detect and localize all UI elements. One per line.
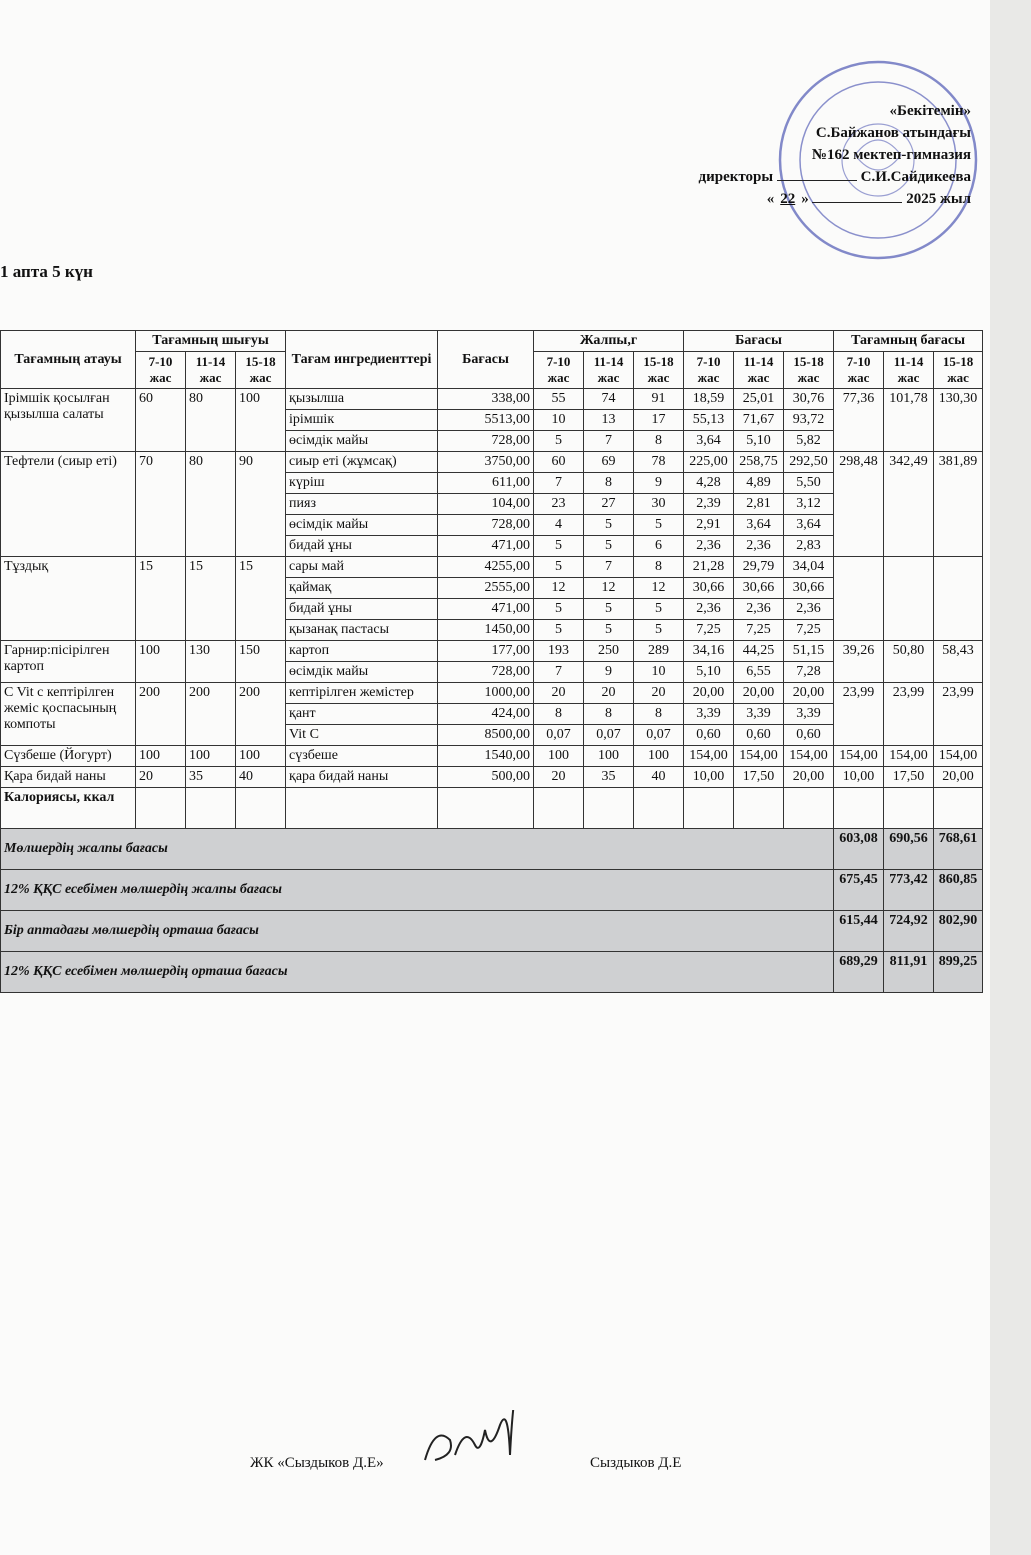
header-age3: 15-18 жас bbox=[634, 352, 684, 389]
dish-output: 130 bbox=[186, 641, 236, 683]
ingredient-grams: 9 bbox=[584, 662, 634, 683]
ingredient-name: қара бидай наны bbox=[286, 767, 438, 788]
dish-name: Сүзбеше (Йогурт) bbox=[1, 746, 136, 767]
dish-total-price bbox=[934, 557, 983, 641]
ingredient-cost: 25,01 bbox=[734, 389, 784, 410]
ingredient-cost: 3,64 bbox=[684, 431, 734, 452]
ingredient-grams: 8 bbox=[534, 704, 584, 725]
ingredient-grams: 4 bbox=[534, 515, 584, 536]
ingredient-grams: 7 bbox=[534, 473, 584, 494]
empty-cell bbox=[784, 788, 834, 829]
ingredient-cost: 2,36 bbox=[684, 599, 734, 620]
header-ingredients: Тағам ингредиенттері bbox=[286, 331, 438, 389]
ingredient-cost: 0,60 bbox=[684, 725, 734, 746]
ingredient-cost: 18,59 bbox=[684, 389, 734, 410]
dish-output: 35 bbox=[186, 767, 236, 788]
ingredient-cost: 3,39 bbox=[784, 704, 834, 725]
ingredient-cost: 5,50 bbox=[784, 473, 834, 494]
ingredient-grams: 289 bbox=[634, 641, 684, 662]
header-age2: 11-14 жас bbox=[186, 352, 236, 389]
summary-value: 603,08 bbox=[834, 829, 884, 870]
ingredient-cost: 292,50 bbox=[784, 452, 834, 473]
ingredient-cost: 154,00 bbox=[684, 746, 734, 767]
dish-total-price bbox=[834, 557, 884, 641]
dish-output: 100 bbox=[236, 389, 286, 452]
ingredient-cost: 51,15 bbox=[784, 641, 834, 662]
header-dish-price: Тағамның бағасы bbox=[834, 331, 983, 352]
ingredient-grams: 8 bbox=[634, 704, 684, 725]
ingredient-cost: 30,66 bbox=[684, 578, 734, 599]
ingredient-name: өсімдік майы bbox=[286, 662, 438, 683]
ingredient-grams: 5 bbox=[634, 620, 684, 641]
empty-cell bbox=[136, 788, 186, 829]
table-row bbox=[1, 767, 983, 788]
dish-output: 200 bbox=[236, 683, 286, 746]
dish-name: Ірімшік қосылған қызылша салаты bbox=[1, 389, 136, 452]
ingredient-grams: 250 bbox=[584, 641, 634, 662]
ingredient-cost: 7,25 bbox=[734, 620, 784, 641]
approval-year: 2025 жыл bbox=[906, 191, 971, 207]
ingredient-cost: 20,00 bbox=[734, 683, 784, 704]
dish-total-price: 17,50 bbox=[884, 767, 934, 788]
ingredient-name: Vit C bbox=[286, 725, 438, 746]
empty-cell bbox=[584, 788, 634, 829]
ingredient-name: қант bbox=[286, 704, 438, 725]
ingredient-cost: 55,13 bbox=[684, 410, 734, 431]
dish-output: 100 bbox=[186, 746, 236, 767]
ingredient-cost: 44,25 bbox=[734, 641, 784, 662]
ingredient-cost: 154,00 bbox=[734, 746, 784, 767]
ingredient-grams: 9 bbox=[634, 473, 684, 494]
dish-output: 80 bbox=[186, 389, 236, 452]
ingredient-price: 471,00 bbox=[438, 536, 534, 557]
ingredient-price: 1450,00 bbox=[438, 620, 534, 641]
ingredient-cost: 2,39 bbox=[684, 494, 734, 515]
empty-cell bbox=[634, 788, 684, 829]
ingredient-grams: 0,07 bbox=[534, 725, 584, 746]
table-row bbox=[1, 683, 983, 704]
dish-total-price: 23,99 bbox=[884, 683, 934, 746]
ingredient-cost: 7,25 bbox=[684, 620, 734, 641]
ingredient-price: 728,00 bbox=[438, 662, 534, 683]
dish-total-price: 50,80 bbox=[884, 641, 934, 683]
dish-output: 100 bbox=[236, 746, 286, 767]
ingredient-grams: 91 bbox=[634, 389, 684, 410]
dish-total-price: 23,99 bbox=[934, 683, 983, 746]
dish-total-price: 58,43 bbox=[934, 641, 983, 683]
ingredient-grams: 5 bbox=[534, 557, 584, 578]
ingredient-cost: 2,36 bbox=[784, 599, 834, 620]
ingredient-price: 5513,00 bbox=[438, 410, 534, 431]
ingredient-grams: 40 bbox=[634, 767, 684, 788]
dish-output: 15 bbox=[186, 557, 236, 641]
summary-value: 768,61 bbox=[934, 829, 983, 870]
table-row bbox=[1, 557, 983, 578]
ingredient-cost: 30,76 bbox=[784, 389, 834, 410]
empty-cell bbox=[438, 788, 534, 829]
summary-row bbox=[1, 952, 983, 993]
summary-value: 811,91 bbox=[884, 952, 934, 993]
ingredient-grams: 20 bbox=[534, 683, 584, 704]
ingredient-price: 728,00 bbox=[438, 431, 534, 452]
ingredient-cost: 258,75 bbox=[734, 452, 784, 473]
summary-value: 615,44 bbox=[834, 911, 884, 952]
ingredient-name: ірімшік bbox=[286, 410, 438, 431]
ingredient-grams: 10 bbox=[634, 662, 684, 683]
header-age3: 15-18 жас bbox=[934, 352, 983, 389]
ingredient-grams: 8 bbox=[584, 704, 634, 725]
summary-label: 12% ҚҚС есебімен мөлшердің жалпы бағасы bbox=[1, 870, 834, 911]
dish-output: 200 bbox=[186, 683, 236, 746]
ingredient-price: 338,00 bbox=[438, 389, 534, 410]
approval-director bbox=[699, 166, 972, 188]
ingredient-cost: 34,16 bbox=[684, 641, 734, 662]
ingredient-cost: 5,10 bbox=[734, 431, 784, 452]
table-row bbox=[1, 746, 983, 767]
summary-value: 802,90 bbox=[934, 911, 983, 952]
approval-date: « 22 » 2025 жыл bbox=[766, 191, 971, 207]
approval-block bbox=[699, 100, 972, 210]
header-age1: 7-10 жас bbox=[684, 352, 734, 389]
ingredient-grams: 35 bbox=[584, 767, 634, 788]
summary-value: 860,85 bbox=[934, 870, 983, 911]
ingredient-grams: 100 bbox=[584, 746, 634, 767]
approval-title: «Бекітемін» bbox=[889, 103, 971, 119]
ingredient-cost: 3,12 bbox=[784, 494, 834, 515]
empty-cell bbox=[934, 788, 983, 829]
ingredient-grams: 5 bbox=[534, 599, 584, 620]
approval-school-number: №162 мектеп-гимназия bbox=[811, 147, 971, 163]
ingredient-grams: 12 bbox=[634, 578, 684, 599]
approval-day: 22 bbox=[780, 191, 796, 207]
ingredient-price: 177,00 bbox=[438, 641, 534, 662]
ingredient-grams: 5 bbox=[634, 515, 684, 536]
ingredient-grams: 193 bbox=[534, 641, 584, 662]
ingredient-cost: 71,67 bbox=[734, 410, 784, 431]
ingredient-cost: 20,00 bbox=[684, 683, 734, 704]
ingredient-cost: 154,00 bbox=[784, 746, 834, 767]
menu-body bbox=[1, 389, 983, 993]
ingredient-grams: 8 bbox=[584, 473, 634, 494]
dish-name: Тефтели (сиыр еті) bbox=[1, 452, 136, 557]
ingredient-name: өсімдік майы bbox=[286, 431, 438, 452]
dish-total-price: 381,89 bbox=[934, 452, 983, 557]
footer-org: ЖК «Сыздыков Д.Е» bbox=[250, 1455, 384, 1471]
summary-row bbox=[1, 829, 983, 870]
ingredient-cost: 3,64 bbox=[784, 515, 834, 536]
summary-value: 773,42 bbox=[884, 870, 934, 911]
ingredient-cost: 2,81 bbox=[734, 494, 784, 515]
empty-cell bbox=[534, 788, 584, 829]
page-edge bbox=[990, 0, 1031, 1555]
ingredient-grams: 5 bbox=[534, 431, 584, 452]
ingredient-name: қызанақ пастасы bbox=[286, 620, 438, 641]
summary-value: 675,45 bbox=[834, 870, 884, 911]
ingredient-cost: 3,39 bbox=[734, 704, 784, 725]
ingredient-grams: 78 bbox=[634, 452, 684, 473]
ingredient-grams: 27 bbox=[584, 494, 634, 515]
header-age1: 7-10 жас bbox=[834, 352, 884, 389]
ingredient-grams: 5 bbox=[634, 599, 684, 620]
ingredient-price: 728,00 bbox=[438, 515, 534, 536]
ingredient-price: 1000,00 bbox=[438, 683, 534, 704]
summary-row bbox=[1, 911, 983, 952]
ingredient-name: күріш bbox=[286, 473, 438, 494]
ingredient-cost: 3,39 bbox=[684, 704, 734, 725]
ingredient-grams: 20 bbox=[584, 683, 634, 704]
dish-total-price: 298,48 bbox=[834, 452, 884, 557]
dish-total-price: 23,99 bbox=[834, 683, 884, 746]
summary-label: 12% ҚҚС есебімен мөлшердің орташа бағасы bbox=[1, 952, 834, 993]
summary-label: Мөлшердің жалпы бағасы bbox=[1, 829, 834, 870]
empty-cell bbox=[236, 788, 286, 829]
ingredient-price: 4255,00 bbox=[438, 557, 534, 578]
dish-output: 60 bbox=[136, 389, 186, 452]
ingredient-cost: 225,00 bbox=[684, 452, 734, 473]
ingredient-grams: 13 bbox=[584, 410, 634, 431]
table-row bbox=[1, 452, 983, 473]
ingredient-grams: 7 bbox=[584, 557, 634, 578]
ingredient-cost: 7,28 bbox=[784, 662, 834, 683]
ingredient-grams: 0,07 bbox=[634, 725, 684, 746]
empty-cell bbox=[286, 788, 438, 829]
dish-total-price: 342,49 bbox=[884, 452, 934, 557]
empty-cell bbox=[884, 788, 934, 829]
ingredient-grams: 8 bbox=[634, 557, 684, 578]
ingredient-cost: 10,00 bbox=[684, 767, 734, 788]
ingredient-cost: 20,00 bbox=[784, 683, 834, 704]
ingredient-grams: 23 bbox=[534, 494, 584, 515]
dish-total-price: 77,36 bbox=[834, 389, 884, 452]
dish-output: 100 bbox=[136, 641, 186, 683]
empty-cell bbox=[734, 788, 784, 829]
ingredient-price: 3750,00 bbox=[438, 452, 534, 473]
ingredient-name: өсімдік майы bbox=[286, 515, 438, 536]
ingredient-cost: 0,60 bbox=[784, 725, 834, 746]
ingredient-cost: 5,10 bbox=[684, 662, 734, 683]
ingredient-cost: 2,36 bbox=[684, 536, 734, 557]
ingredient-cost: 21,28 bbox=[684, 557, 734, 578]
dish-output: 40 bbox=[236, 767, 286, 788]
header-age2: 11-14 жас bbox=[884, 352, 934, 389]
ingredient-price: 104,00 bbox=[438, 494, 534, 515]
ingredient-price: 500,00 bbox=[438, 767, 534, 788]
dish-total-price bbox=[884, 557, 934, 641]
table-row bbox=[1, 389, 983, 410]
dish-output: 100 bbox=[136, 746, 186, 767]
ingredient-grams: 5 bbox=[584, 536, 634, 557]
dish-total-price: 20,00 bbox=[934, 767, 983, 788]
ingredient-name: пияз bbox=[286, 494, 438, 515]
ingredient-grams: 5 bbox=[534, 536, 584, 557]
dish-total-price: 154,00 bbox=[834, 746, 884, 767]
ingredient-grams: 7 bbox=[534, 662, 584, 683]
ingredient-grams: 20 bbox=[634, 683, 684, 704]
ingredient-grams: 5 bbox=[534, 620, 584, 641]
empty-cell bbox=[834, 788, 884, 829]
calorie-label: Калориясы, ккал bbox=[1, 788, 136, 829]
header-age2: 11-14 жас bbox=[734, 352, 784, 389]
ingredient-grams: 0,07 bbox=[584, 725, 634, 746]
menu-day-heading: 1 апта 5 күн bbox=[0, 262, 93, 281]
ingredient-cost: 29,79 bbox=[734, 557, 784, 578]
dish-name: Гарнир:пісірілген картоп bbox=[1, 641, 136, 683]
header-output: Тағамның шығуы bbox=[136, 331, 286, 352]
ingredient-name: сиыр еті (жұмсақ) bbox=[286, 452, 438, 473]
ingredient-price: 8500,00 bbox=[438, 725, 534, 746]
approval-director-label: директоры bbox=[698, 169, 774, 185]
ingredient-cost: 20,00 bbox=[784, 767, 834, 788]
dish-total-price: 154,00 bbox=[934, 746, 983, 767]
header-age3: 15-18 жас bbox=[784, 352, 834, 389]
ingredient-name: бидай ұны bbox=[286, 536, 438, 557]
ingredient-grams: 5 bbox=[584, 599, 634, 620]
table-row bbox=[1, 641, 983, 662]
ingredient-cost: 2,91 bbox=[684, 515, 734, 536]
ingredient-grams: 60 bbox=[534, 452, 584, 473]
ingredient-grams: 74 bbox=[584, 389, 634, 410]
header-age1: 7-10 жас bbox=[136, 352, 186, 389]
header-price: Бағасы bbox=[438, 331, 534, 389]
footer-name: Сыздыков Д.Е bbox=[590, 1455, 682, 1471]
ingredient-grams: 55 bbox=[534, 389, 584, 410]
header-age3: 15-18 жас bbox=[236, 352, 286, 389]
dish-name: Тұздық bbox=[1, 557, 136, 641]
ingredient-cost: 4,89 bbox=[734, 473, 784, 494]
approval-school: С.Байжанов атындағы bbox=[815, 125, 971, 141]
ingredient-price: 424,00 bbox=[438, 704, 534, 725]
ingredient-price: 2555,00 bbox=[438, 578, 534, 599]
ingredient-cost: 6,55 bbox=[734, 662, 784, 683]
ingredient-price: 611,00 bbox=[438, 473, 534, 494]
ingredient-cost: 17,50 bbox=[734, 767, 784, 788]
calorie-row bbox=[1, 788, 983, 829]
ingredient-grams: 69 bbox=[584, 452, 634, 473]
ingredient-grams: 7 bbox=[584, 431, 634, 452]
header-age2: 11-14 жас bbox=[584, 352, 634, 389]
ingredient-grams: 100 bbox=[634, 746, 684, 767]
dish-output: 20 bbox=[136, 767, 186, 788]
ingredient-grams: 8 bbox=[634, 431, 684, 452]
ingredient-grams: 100 bbox=[534, 746, 584, 767]
ingredient-cost: 30,66 bbox=[784, 578, 834, 599]
ingredient-name: кептірілген жемістер bbox=[286, 683, 438, 704]
ingredient-cost: 93,72 bbox=[784, 410, 834, 431]
ingredient-grams: 6 bbox=[634, 536, 684, 557]
ingredient-name: картоп bbox=[286, 641, 438, 662]
dish-output: 200 bbox=[136, 683, 186, 746]
signature bbox=[415, 1410, 535, 1480]
dish-total-price: 101,78 bbox=[884, 389, 934, 452]
ingredient-cost: 3,64 bbox=[734, 515, 784, 536]
header-cost: Бағасы bbox=[684, 331, 834, 352]
ingredient-grams: 10 bbox=[534, 410, 584, 431]
ingredient-grams: 5 bbox=[584, 515, 634, 536]
dish-output: 80 bbox=[186, 452, 236, 557]
ingredient-name: қызылша bbox=[286, 389, 438, 410]
ingredient-name: сүзбеше bbox=[286, 746, 438, 767]
dish-output: 150 bbox=[236, 641, 286, 683]
empty-cell bbox=[684, 788, 734, 829]
ingredient-cost: 2,36 bbox=[734, 599, 784, 620]
ingredient-cost: 2,36 bbox=[734, 536, 784, 557]
ingredient-cost: 7,25 bbox=[784, 620, 834, 641]
summary-value: 689,29 bbox=[834, 952, 884, 993]
ingredient-grams: 30 bbox=[634, 494, 684, 515]
ingredient-grams: 20 bbox=[534, 767, 584, 788]
empty-cell bbox=[186, 788, 236, 829]
summary-value: 724,92 bbox=[884, 911, 934, 952]
dish-output: 15 bbox=[136, 557, 186, 641]
summary-value: 899,25 bbox=[934, 952, 983, 993]
approval-director-name: С.И.Сайдикеева bbox=[860, 169, 971, 185]
ingredient-name: бидай ұны bbox=[286, 599, 438, 620]
ingredient-price: 471,00 bbox=[438, 599, 534, 620]
summary-label: Бір аптадағы мөлшердің орташа бағасы bbox=[1, 911, 834, 952]
ingredient-cost: 30,66 bbox=[734, 578, 784, 599]
ingredient-name: сары май bbox=[286, 557, 438, 578]
ingredient-cost: 2,83 bbox=[784, 536, 834, 557]
ingredient-cost: 4,28 bbox=[684, 473, 734, 494]
ingredient-grams: 5 bbox=[584, 620, 634, 641]
ingredient-grams: 12 bbox=[584, 578, 634, 599]
summary-value: 690,56 bbox=[884, 829, 934, 870]
ingredient-grams: 17 bbox=[634, 410, 684, 431]
dish-name: Қара бидай наны bbox=[1, 767, 136, 788]
summary-row bbox=[1, 870, 983, 911]
dish-output: 70 bbox=[136, 452, 186, 557]
dish-total-price: 154,00 bbox=[884, 746, 934, 767]
dish-total-price: 39,26 bbox=[834, 641, 884, 683]
dish-name: C Vit с кептірілген жеміс қоспасының компоты bbox=[1, 683, 136, 746]
header-age1: 7-10 жас bbox=[534, 352, 584, 389]
ingredient-cost: 0,60 bbox=[734, 725, 784, 746]
dish-total-price: 130,30 bbox=[934, 389, 983, 452]
dish-total-price: 10,00 bbox=[834, 767, 884, 788]
ingredient-cost: 34,04 bbox=[784, 557, 834, 578]
ingredient-name: қаймақ bbox=[286, 578, 438, 599]
ingredient-cost: 5,82 bbox=[784, 431, 834, 452]
ingredient-price: 1540,00 bbox=[438, 746, 534, 767]
ingredient-grams: 12 bbox=[534, 578, 584, 599]
menu-table bbox=[0, 330, 983, 993]
header-dish-name: Тағамның атауы bbox=[1, 331, 136, 389]
dish-output: 15 bbox=[236, 557, 286, 641]
dish-output: 90 bbox=[236, 452, 286, 557]
header-total: Жалпы,г bbox=[534, 331, 684, 352]
